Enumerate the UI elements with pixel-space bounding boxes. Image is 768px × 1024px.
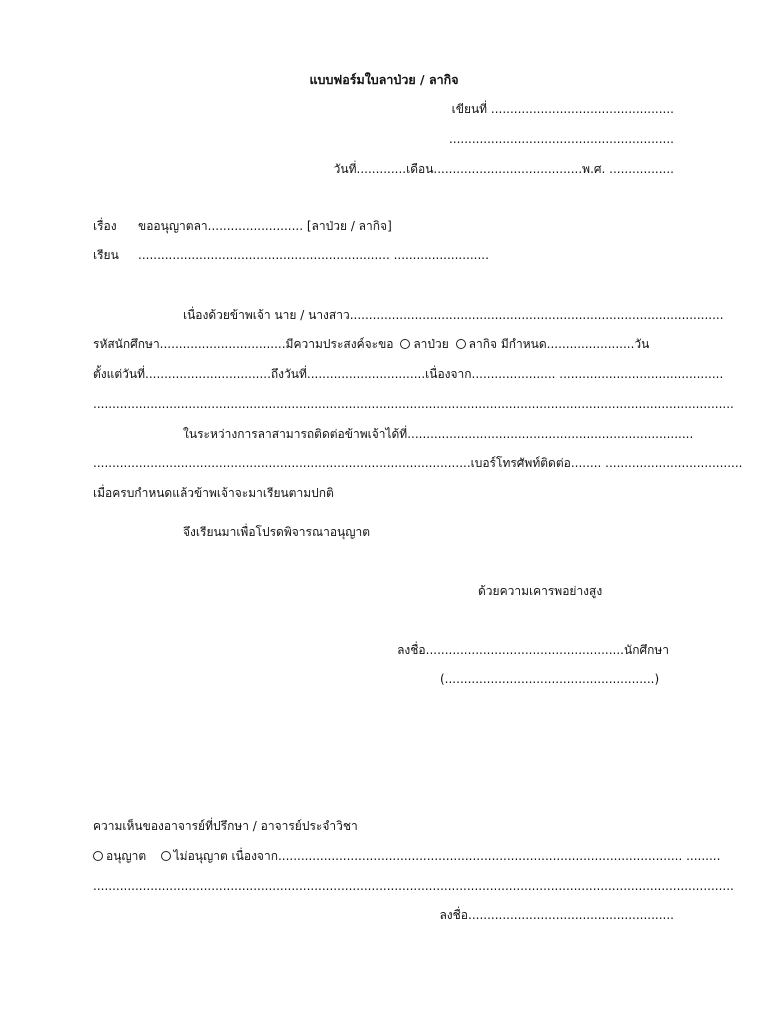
radio-approve-icon xyxy=(93,851,103,861)
date-line: วันที่.............เดือน.......................................พ.ศ. ................. xyxy=(333,162,674,176)
option-personal-label: ลากิจ xyxy=(468,337,498,351)
option-sick-label: ลาป่วย xyxy=(413,337,449,351)
student-name-parentheses: (.......................................................) xyxy=(440,672,660,686)
duration-text: มีกำหนด.......................วัน xyxy=(500,337,650,351)
radio-deny-icon xyxy=(161,851,171,861)
body-line-contact: ในระหว่างการลาสามารถติดต่อข้าพเจ้าได้ที่........................................................................... xyxy=(183,427,694,441)
subject-text: ขออนุญาตลา......................... [ลาป่วย / ลากิจ] xyxy=(138,219,392,233)
written-at-line: เขียนที่ ................................................ xyxy=(451,102,674,116)
option-approve-label: อนุญาต xyxy=(106,849,147,863)
advisor-signature-line: ลงชื่อ...................................................... xyxy=(439,908,674,922)
subject-label: เรื่อง xyxy=(93,219,117,233)
student-signature-line: ลงชื่อ....................................................นักศึกษา xyxy=(397,643,669,657)
radio-sick-leave-icon xyxy=(400,339,410,349)
page-title: แบบฟอร์มใบลาป่วย / ลากิจ xyxy=(309,72,459,87)
body-line-reason: ........................................................................................................................................................................ xyxy=(93,397,734,411)
student-id-text: รหัสนักศึกษา.................................มีความประสงค์จะขอ xyxy=(93,337,394,351)
advisor-reason-line: ........................................................................................................................................................................ xyxy=(93,879,734,893)
to-text: .................................................................. ......................... xyxy=(138,248,489,262)
written-at-continuation: ........................................................... xyxy=(448,132,674,146)
body-line-request: จึงเรียนมาเพื่อโปรดพิจารณาอนุญาต xyxy=(183,525,371,539)
body-line-student-id xyxy=(93,336,649,352)
to-label: เรียน xyxy=(93,248,119,262)
advisor-options-line xyxy=(93,848,720,864)
closing-regards: ด้วยความเคารพอย่างสูง xyxy=(478,584,603,598)
advisor-heading: ความเห็นของอาจารย์ที่ปรึกษา / อาจารย์ประจำวิชา xyxy=(93,819,358,833)
body-line-dates: ตั้งแต่วันที่.................................ถึงวันที่...............................เนื่องจาก...................... ........................................... xyxy=(93,367,724,381)
body-line-return: เมื่อครบกำหนดแล้วข้าพเจ้าจะมาเรียนตามปกติ xyxy=(93,486,334,500)
option-deny-text: ไม่อนุญาต เนื่องจาก.......................................................................................................... ......... xyxy=(173,849,721,863)
body-line-name: เนื่องด้วยข้าพเจ้า นาย / นางสาว.................................................................................................. xyxy=(183,308,724,322)
radio-personal-leave-icon xyxy=(456,339,466,349)
body-line-phone: ...................................................................................................เบอร์โทรศัพท์ติดต่อ........ .................................... xyxy=(93,456,743,470)
